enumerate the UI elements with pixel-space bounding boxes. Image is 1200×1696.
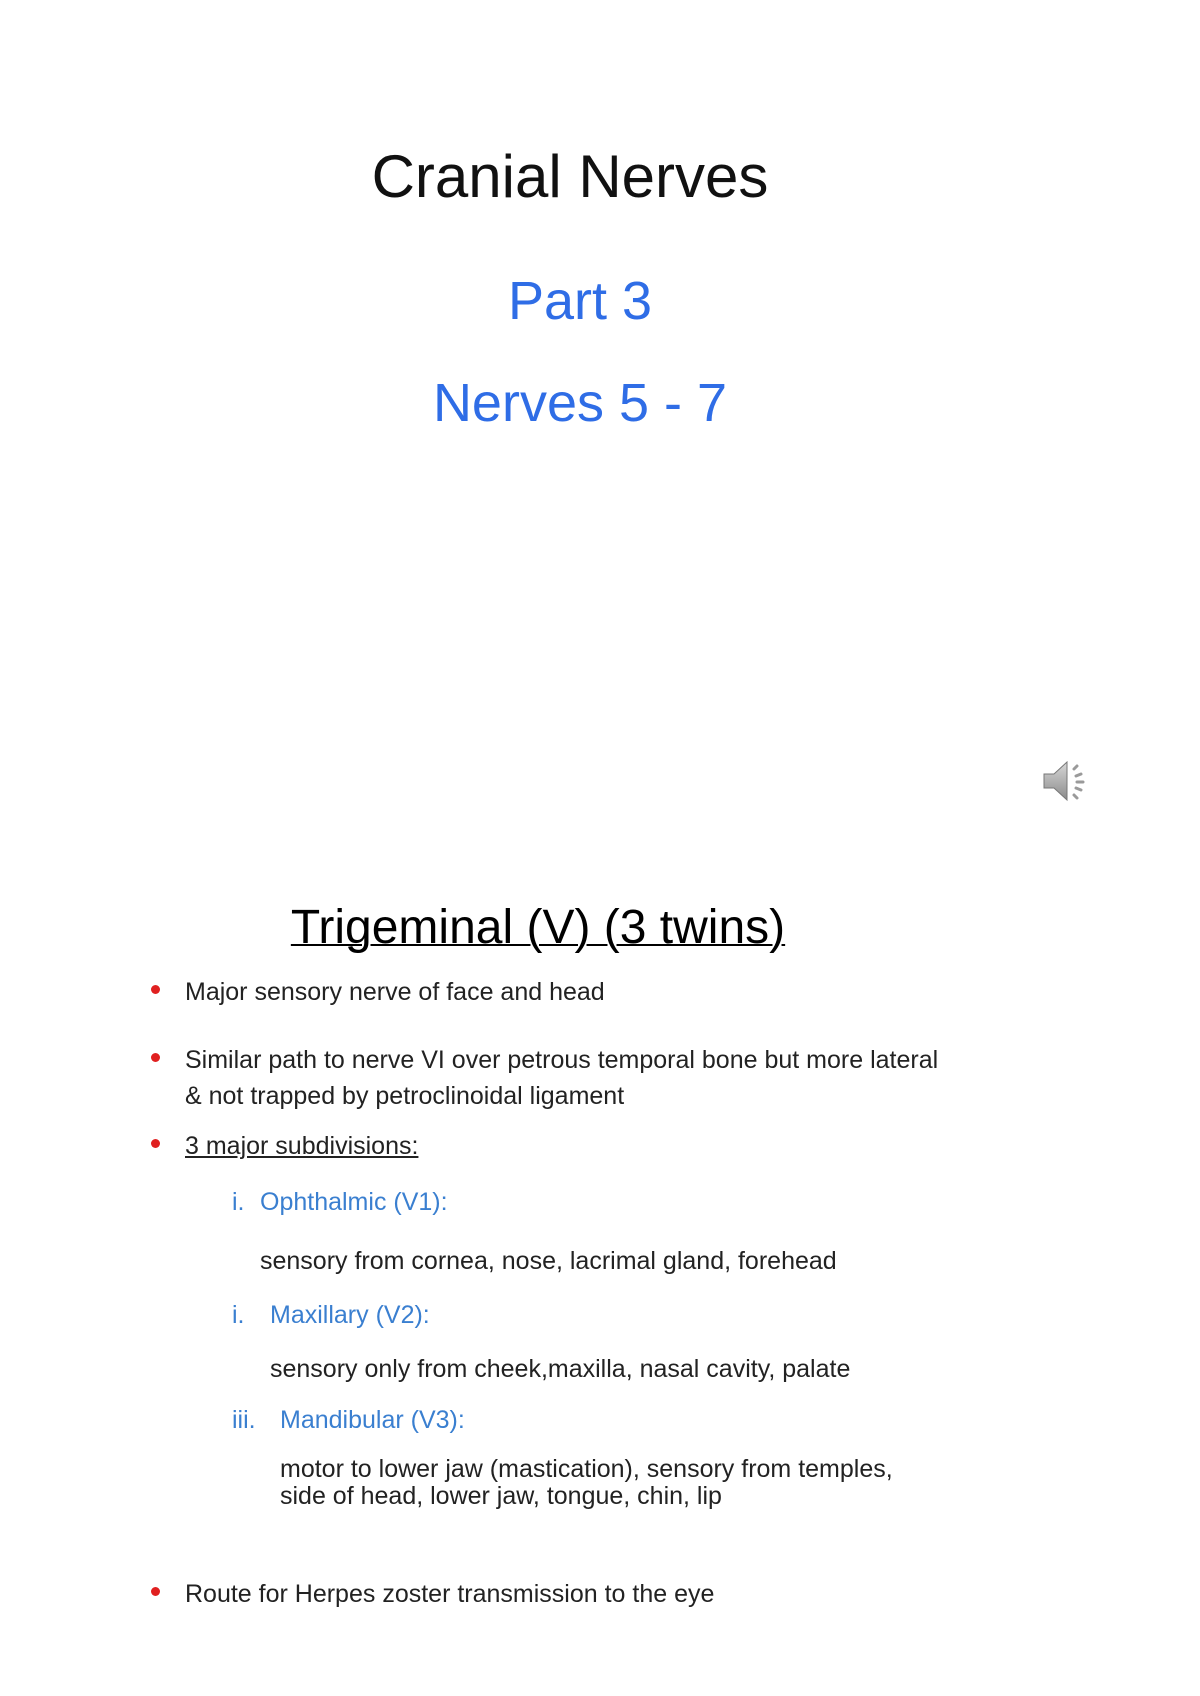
bullet-text: Route for Herpes zoster transmission to the eye [185,1580,715,1608]
subdivision-label: Mandibular (V3): [280,1406,465,1434]
bullet-text: 3 major subdivisions: [185,1132,419,1160]
nerves-range: Nerves 5 - 7 [432,373,728,433]
bullet-dot [151,1053,160,1062]
subdivision-marker: iii. [232,1406,256,1434]
speaker-icon[interactable] [1040,755,1092,807]
bullet-dot [151,1587,160,1596]
bullet-dot [151,1139,160,1148]
subdivision-desc: sensory only from cheek,maxilla, nasal cavity, palate [270,1355,851,1383]
subdivision-marker: i. [232,1301,245,1329]
part-label: Part 3 [507,271,653,331]
bullet-text-cont: & not trapped by petroclinoidal ligament [185,1082,625,1110]
bullet-text: Similar path to nerve VI over petrous temporal bone but more lateral [185,1046,939,1074]
subdivision-label: Maxillary (V2): [270,1301,430,1329]
bullet-text: Major sensory nerve of face and head [185,978,605,1006]
subdivision-desc: motor to lower jaw (mastication), sensory from temples, [280,1455,893,1483]
subdivision-label: Ophthalmic (V1): [260,1188,448,1216]
subdivision-desc: side of head, lower jaw, tongue, chin, lip [280,1482,722,1510]
bullet-dot [151,985,160,994]
section-heading: Trigeminal (V) (3 twins) [290,901,786,954]
subdivision-desc: sensory from cornea, nose, lacrimal gland, forehead [260,1247,837,1275]
subdivision-marker: i. [232,1188,245,1216]
slide-title: Cranial Nerves [371,143,769,210]
